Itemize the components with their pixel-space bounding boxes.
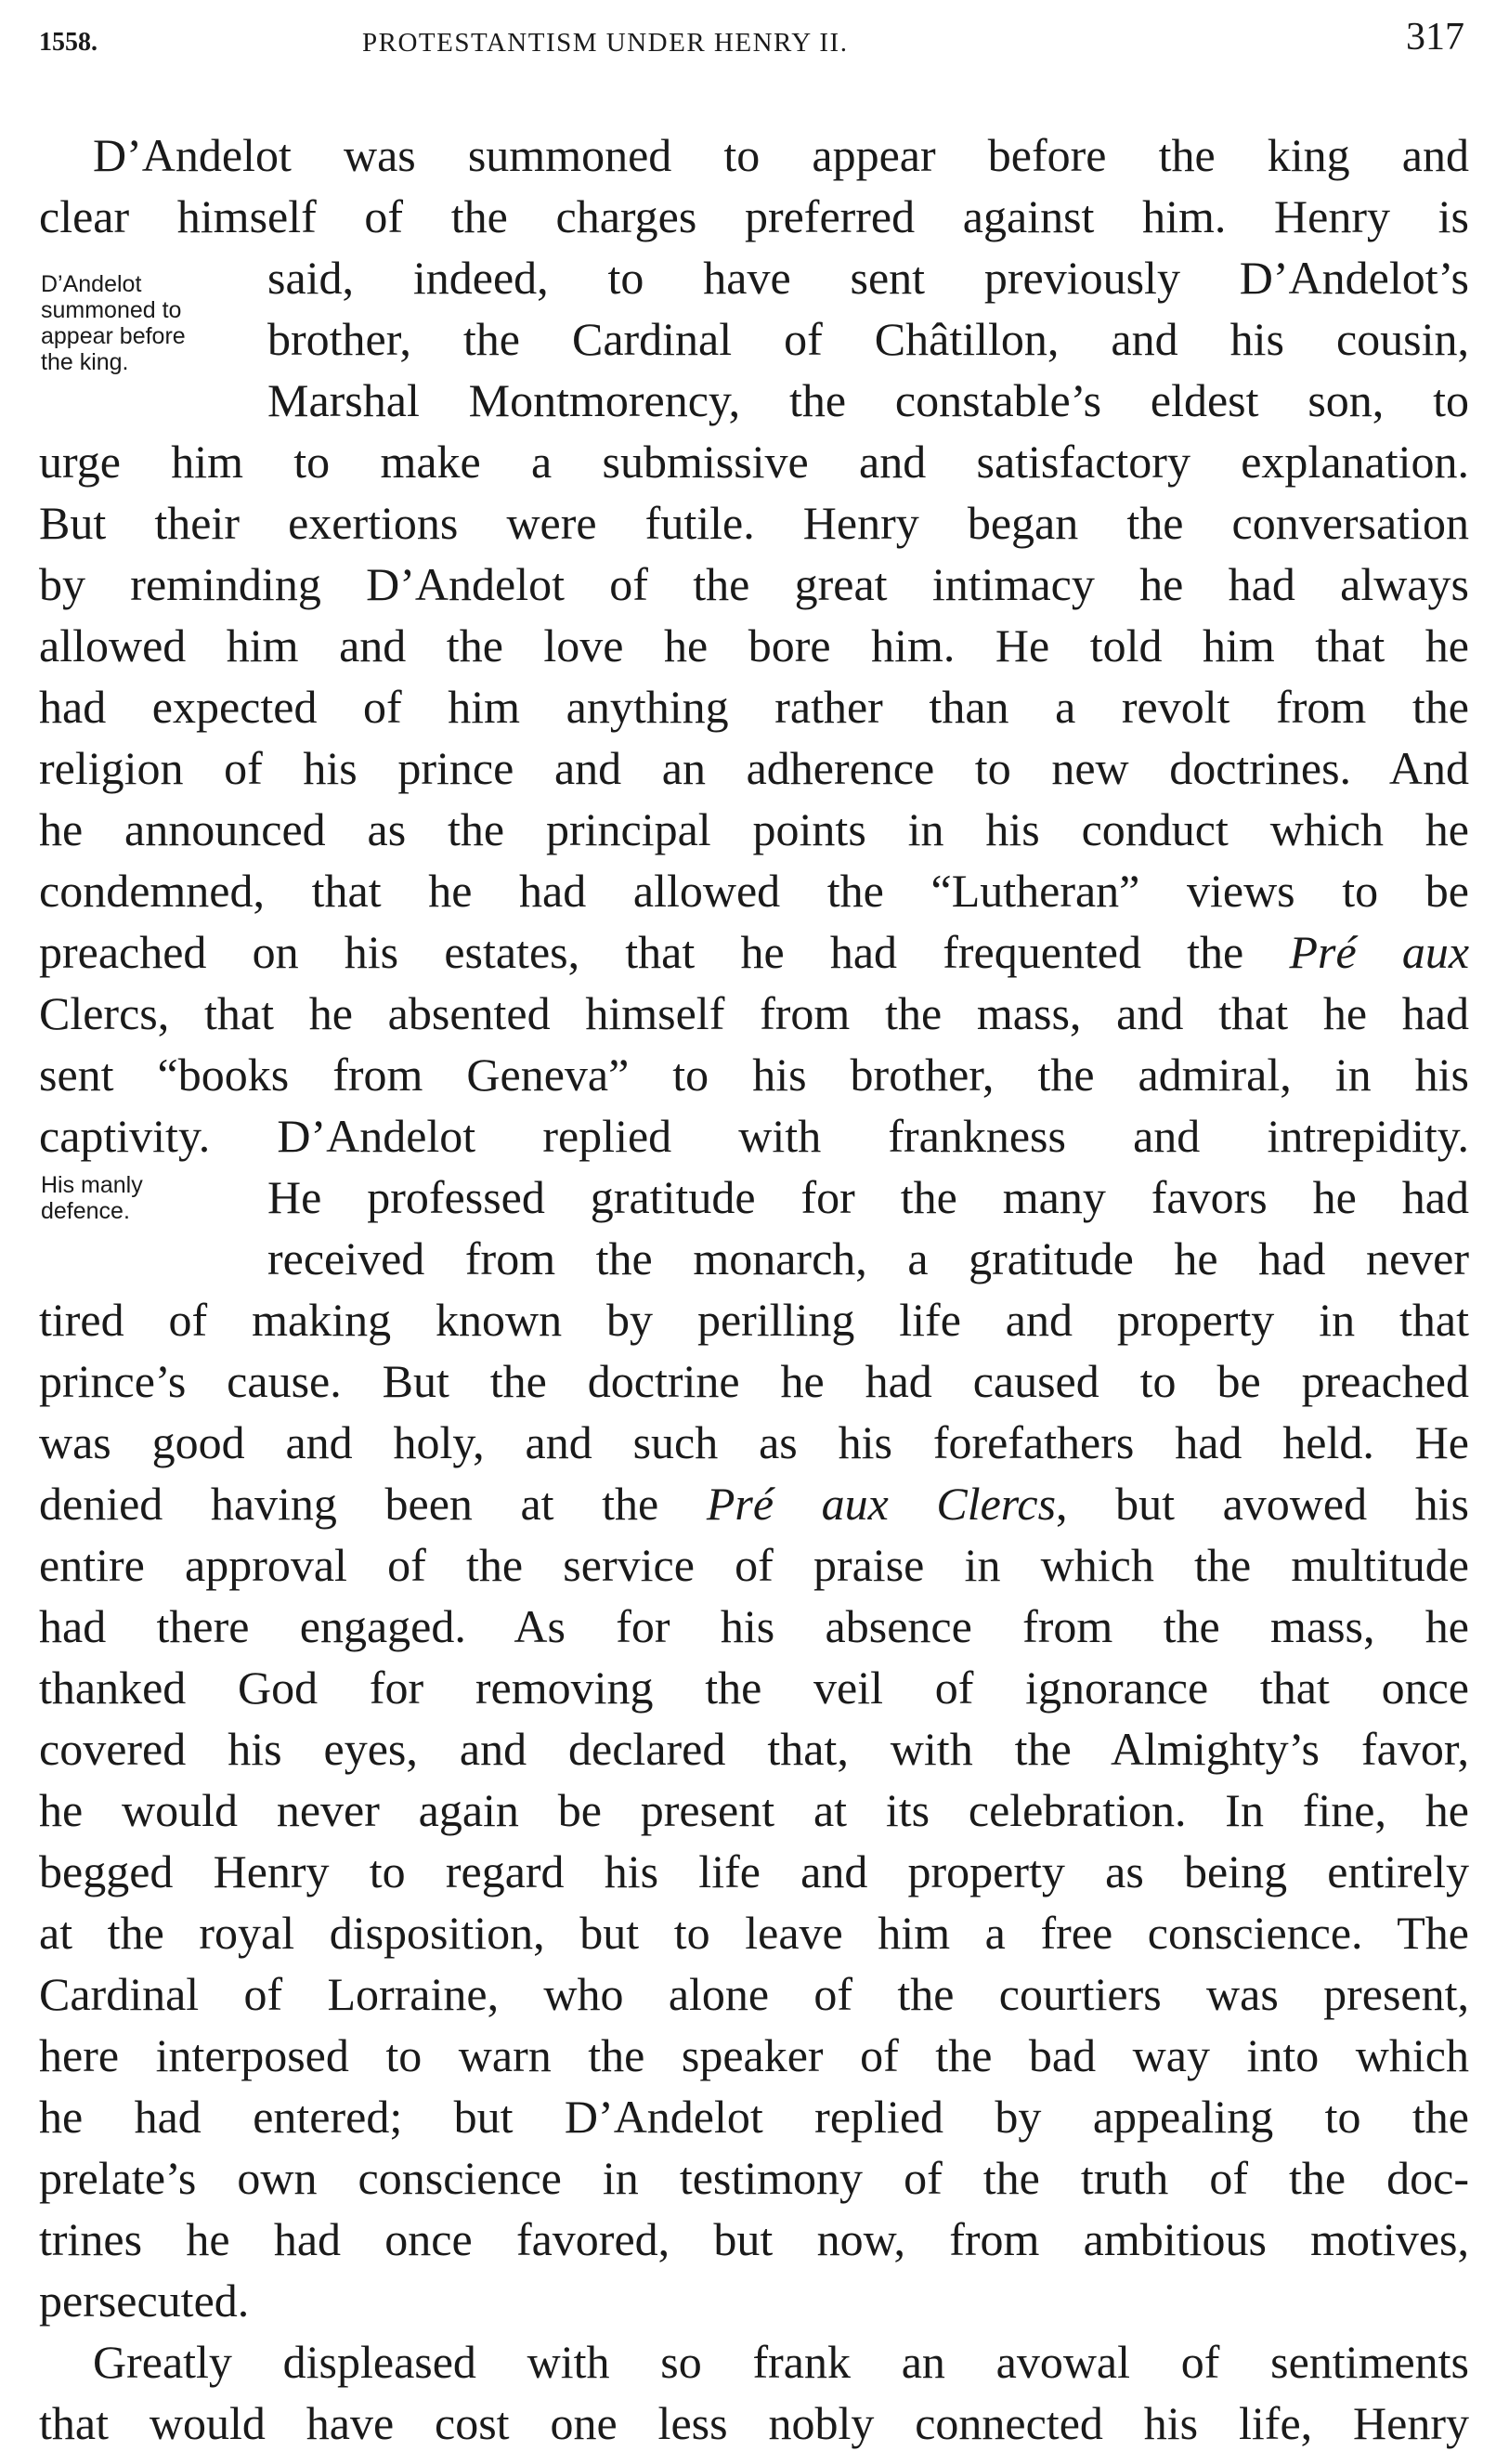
- text-segment: denied having been at the: [39, 1478, 659, 1530]
- italic-text: Pré aux: [1289, 926, 1470, 978]
- sidenote-summoned: [41, 271, 254, 375]
- text-line: allowed him and the love he bore him. He told him that he: [39, 619, 1469, 671]
- text-segment: preached on his estates, that he had frequented the: [39, 926, 1244, 978]
- text-line: D’Andelot was summoned to appear before the king and: [93, 129, 1469, 181]
- text-line: brother, the Cardinal of Châtillon, and his cousin,: [267, 313, 1469, 365]
- text-line: Clercs, that he absented himself from the mass, and that he had: [39, 987, 1469, 1039]
- text-line: by reminding D’Andelot of the great intimacy he had always: [39, 558, 1469, 610]
- text-line: religion of his prince and an adherence to new doctrines. And: [39, 742, 1469, 794]
- header-year: 1558.: [39, 28, 98, 57]
- text-line: But their exertions were futile. Henry began the conversation: [39, 497, 1469, 549]
- text-line: clear himself of the charges preferred against him. Henry is: [39, 190, 1469, 242]
- text-segment: , but avowed his: [1056, 1478, 1470, 1530]
- page-number: 317: [1406, 16, 1464, 59]
- text-line: Cardinal of Lorraine, who alone of the courtiers was present,: [39, 1968, 1469, 2020]
- running-title: PROTESTANTISM UNDER HENRY II.: [362, 28, 849, 58]
- text-line: entire approval of the service of praise in which the multitude: [39, 1539, 1469, 1591]
- sidenote-line: the king.: [41, 349, 129, 375]
- sidenote-line: appear before: [41, 323, 186, 349]
- text-line: he would never again be present at its celebration. In fine, he: [39, 1784, 1469, 1836]
- text-line: tired of making known by perilling life and property in that: [39, 1294, 1469, 1346]
- sidenote-line: D’Andelot: [41, 271, 142, 297]
- text-line: had there engaged. As for his absence from the mass, he: [39, 1600, 1469, 1652]
- text-line: here interposed to warn the speaker of the bad way into which: [39, 2029, 1469, 2081]
- text-line: prelate’s own conscience in testimony of the truth of the doc-: [39, 2152, 1469, 2204]
- text-line: Marshal Montmorency, the constable’s eldest son, to: [267, 374, 1469, 426]
- text-line: had expected of him anything rather than a revolt from the: [39, 681, 1469, 733]
- text-line-with-italic: [39, 1473, 1469, 1534]
- text-line: thanked God for removing the veil of ignorance that once: [39, 1662, 1469, 1714]
- text-line: prince’s cause. But the doctrine he had caused to be preached: [39, 1355, 1469, 1407]
- text-line: covered his eyes, and declared that, with the Almighty’s favor,: [39, 1723, 1469, 1775]
- text-line: sent “books from Geneva” to his brother, the admiral, in his: [39, 1049, 1469, 1101]
- text-line: He professed gratitude for the many favors he had: [267, 1171, 1469, 1223]
- text-line: that would have cost one less nobly connected his life, Henry: [39, 2397, 1469, 2449]
- text-line: was good and holy, and such as his forefathers had held. He: [39, 1416, 1469, 1468]
- text-line: received from the monarch, a gratitude he had never: [267, 1232, 1469, 1284]
- text-line: begged Henry to regard his life and property as being entirely: [39, 1845, 1469, 1897]
- italic-text: Pré aux Clercs: [706, 1478, 1057, 1530]
- text-line: he had entered; but D’Andelot replied by appealing to the: [39, 2091, 1469, 2143]
- text-line: persecuted.: [39, 2275, 250, 2327]
- text-line: Greatly displeased with so frank an avowal of sentiments: [93, 2336, 1469, 2388]
- text-line: condemned, that he had allowed the “Lutheran” views to be: [39, 865, 1469, 917]
- sidenote-line: summoned to: [41, 297, 182, 323]
- sidenote-line: His manly: [41, 1172, 143, 1198]
- sidenote-manly-defence: [41, 1172, 254, 1224]
- text-line-with-italic: [39, 921, 1469, 983]
- text-line: said, indeed, to have sent previously D’Andelot’s: [267, 252, 1469, 304]
- running-header: [0, 0, 1509, 74]
- text-line: at the royal disposition, but to leave him a free conscience. The: [39, 1907, 1469, 1959]
- sidenote-line: defence.: [41, 1198, 130, 1224]
- text-line: urge him to make a submissive and satisfactory explanation.: [39, 436, 1469, 488]
- text-line: he announced as the principal points in his conduct which he: [39, 803, 1469, 855]
- text-line: captivity. D’Andelot replied with frankness and intrepidity.: [39, 1110, 1469, 1162]
- text-line: trines he had once favored, but now, from ambitious motives,: [39, 2213, 1469, 2265]
